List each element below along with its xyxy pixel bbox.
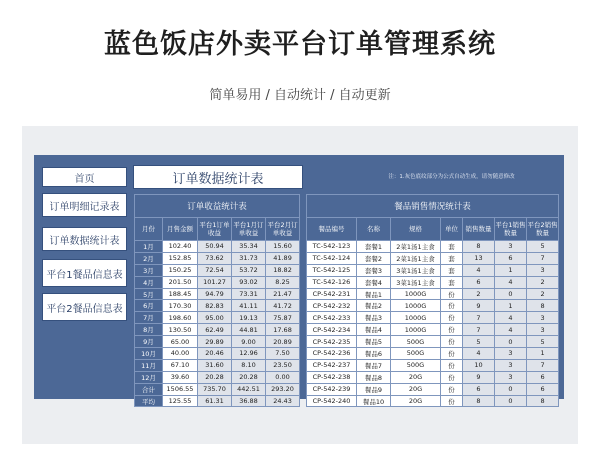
table-row (135, 252, 300, 264)
table-cell: 53.72 (232, 264, 266, 276)
table-cell: 11月 (135, 359, 163, 371)
sales-table-caption: 餐品销售情况统计表 (307, 195, 559, 218)
table-cell: 9 (463, 300, 495, 312)
table-cell: CP-542-240 (307, 395, 357, 407)
table-cell: CP-542-235 (307, 336, 357, 348)
table-row (135, 312, 300, 324)
column-header: 平台1销售数量 (495, 218, 527, 241)
table-cell: 套 (441, 241, 463, 253)
column-header: 规格 (391, 218, 441, 241)
table-cell: 9 (463, 371, 495, 383)
table-row (307, 300, 559, 312)
table-cell: 95.00 (198, 312, 232, 324)
table-row (307, 336, 559, 348)
page-title: 蓝色饭店外卖平台订单管理系统 (104, 29, 496, 60)
table-cell: 4月 (135, 276, 163, 288)
column-header: 餐品编号 (307, 218, 357, 241)
table-cell: 餐品5 (357, 336, 391, 348)
table-cell: 17.68 (266, 324, 300, 336)
table-cell: 5月 (135, 288, 163, 300)
table-cell: 20G (391, 371, 441, 383)
table-cell: 150.25 (163, 264, 198, 276)
table-cell: 份 (441, 324, 463, 336)
table-cell: 21.47 (266, 288, 300, 300)
table-cell: CP-542-237 (307, 359, 357, 371)
table-row (135, 336, 300, 348)
table-cell: 61.31 (198, 395, 232, 407)
table-cell: 套 (441, 276, 463, 288)
table-cell: 8.10 (232, 359, 266, 371)
table-cell: 10月 (135, 348, 163, 360)
table-cell: 2 (527, 276, 559, 288)
table-cell: 3 (495, 348, 527, 360)
table-cell: 1000G (391, 288, 441, 300)
table-row (307, 276, 559, 288)
table-cell: 24.43 (266, 395, 300, 407)
table-cell: 73.31 (232, 288, 266, 300)
table-cell: 500G (391, 359, 441, 371)
table-cell: 1 (495, 264, 527, 276)
table-cell: 3菜1汤1主食 (391, 264, 441, 276)
nav-platform1-menu-button[interactable]: 平台1餐品信息表 (42, 259, 127, 287)
table-cell: 9.00 (232, 336, 266, 348)
table-cell: 20G (391, 395, 441, 407)
table-cell: 4 (495, 276, 527, 288)
table-cell: 2 (463, 288, 495, 300)
table-cell: 94.79 (198, 288, 232, 300)
table-cell: 餐品6 (357, 348, 391, 360)
table-cell: 4 (463, 348, 495, 360)
table-cell: 20.46 (198, 348, 232, 360)
table-cell: 93.02 (232, 276, 266, 288)
table-cell: CP-542-238 (307, 371, 357, 383)
table-cell: 20.28 (232, 371, 266, 383)
table-row (307, 359, 559, 371)
table-cell: 餐品1 (357, 288, 391, 300)
table-row (135, 324, 300, 336)
column-header: 名称 (357, 218, 391, 241)
table-cell: 12月 (135, 371, 163, 383)
table-cell: 198.60 (163, 312, 198, 324)
table-cell: 293.20 (266, 383, 300, 395)
table-cell: 6 (527, 383, 559, 395)
table-row (135, 359, 300, 371)
table-cell: 12.96 (232, 348, 266, 360)
table-row (135, 348, 300, 360)
table-cell: 1000G (391, 312, 441, 324)
revenue-table (134, 194, 300, 407)
table-cell: 29.89 (198, 336, 232, 348)
column-header: 月售金额 (163, 218, 198, 241)
table-cell: 44.81 (232, 324, 266, 336)
table-cell: 41.89 (266, 252, 300, 264)
table-cell: 8 (463, 241, 495, 253)
table-cell: 餐品8 (357, 371, 391, 383)
table-cell: 31.60 (198, 359, 232, 371)
table-cell: 0 (495, 336, 527, 348)
table-cell: TC-542-123 (307, 241, 357, 253)
table-cell: 1506.55 (163, 383, 198, 395)
table-cell: 67.10 (163, 359, 198, 371)
table-cell: 41.72 (266, 300, 300, 312)
table-cell: 3菜1汤1主食 (391, 276, 441, 288)
table-cell: 73.62 (198, 252, 232, 264)
table-cell: 套 (441, 252, 463, 264)
table-row (307, 312, 559, 324)
table-cell: 1月 (135, 241, 163, 253)
table-cell: 39.60 (163, 371, 198, 383)
table-cell: TC-542-124 (307, 252, 357, 264)
table-cell: 3 (495, 371, 527, 383)
table-row (135, 264, 300, 276)
table-cell: 7月 (135, 312, 163, 324)
table-cell: 3 (495, 241, 527, 253)
table-row (307, 241, 559, 253)
table-cell: 餐品3 (357, 312, 391, 324)
table-cell: 20G (391, 383, 441, 395)
table-cell: 份 (441, 300, 463, 312)
table-row (135, 300, 300, 312)
table-cell: 1 (527, 348, 559, 360)
table-cell: CP-542-236 (307, 348, 357, 360)
table-cell: 6 (463, 383, 495, 395)
table-cell: 19.13 (232, 312, 266, 324)
table-row (135, 288, 300, 300)
table-cell: 套餐2 (357, 252, 391, 264)
table-cell: 13 (463, 252, 495, 264)
table-cell: 餐品4 (357, 324, 391, 336)
table-cell: 35.34 (232, 241, 266, 253)
table-cell: 500G (391, 336, 441, 348)
sheet-title: 订单数据统计表 (133, 165, 303, 189)
table-cell: 份 (441, 371, 463, 383)
table-cell: 3 (495, 359, 527, 371)
sales-table (306, 194, 559, 407)
table-cell: 9月 (135, 336, 163, 348)
table-row (135, 276, 300, 288)
table-cell: 4 (495, 312, 527, 324)
table-cell: 36.88 (232, 395, 266, 407)
table-cell: 1 (495, 300, 527, 312)
table-cell: 份 (441, 288, 463, 300)
table-cell: 5 (463, 336, 495, 348)
table-cell: 份 (441, 348, 463, 360)
table-row (135, 241, 300, 253)
table-cell: 75.87 (266, 312, 300, 324)
table-cell: CP-542-232 (307, 300, 357, 312)
table-cell: 50.94 (198, 241, 232, 253)
table-cell: 8 (527, 300, 559, 312)
table-cell: 5 (527, 241, 559, 253)
table-cell: 8 (463, 395, 495, 407)
table-cell: 7 (463, 312, 495, 324)
table-cell: 份 (441, 395, 463, 407)
table-cell: 6 (463, 276, 495, 288)
table-cell: 2菜1汤1主食 (391, 241, 441, 253)
table-cell: 442.51 (232, 383, 266, 395)
table-cell: TC-542-125 (307, 264, 357, 276)
table-cell: 152.85 (163, 252, 198, 264)
table-cell: TC-542-126 (307, 276, 357, 288)
nav-home-button[interactable]: 首页 (42, 167, 127, 187)
table-cell: 2 (527, 288, 559, 300)
revenue-table-caption: 订单收益统计表 (135, 195, 300, 218)
sheet-note: 注：1.灰色底纹部分为公式自动生成，请勿随意修改 (388, 174, 515, 180)
table-cell: 10 (463, 359, 495, 371)
table-row (307, 395, 559, 407)
table-cell: 份 (441, 383, 463, 395)
table-row (307, 371, 559, 383)
table-cell: 套餐1 (357, 241, 391, 253)
column-header: 平台1订单收益 (198, 218, 232, 241)
column-header: 单位 (441, 218, 463, 241)
table-cell: 7 (463, 324, 495, 336)
table-cell: 101.27 (198, 276, 232, 288)
table-cell: 3月 (135, 264, 163, 276)
table-cell: 0 (495, 288, 527, 300)
table-cell: 3 (527, 312, 559, 324)
table-cell: 1000G (391, 324, 441, 336)
table-cell: 8月 (135, 324, 163, 336)
table-cell: 0 (495, 383, 527, 395)
table-cell: 8 (527, 395, 559, 407)
table-row (307, 348, 559, 360)
table-cell: 0.00 (266, 371, 300, 383)
table-row (307, 288, 559, 300)
table-cell: 125.55 (163, 395, 198, 407)
table-cell: 份 (441, 312, 463, 324)
table-cell: 餐品7 (357, 359, 391, 371)
table-cell: 6月 (135, 300, 163, 312)
column-header: 平台1月订单收益 (232, 218, 266, 241)
table-cell: 188.45 (163, 288, 198, 300)
table-cell: 170.30 (163, 300, 198, 312)
table-cell: 62.49 (198, 324, 232, 336)
table-cell: 餐品9 (357, 383, 391, 395)
table-cell: 7 (527, 252, 559, 264)
table-cell: 72.54 (198, 264, 232, 276)
spreadsheet-sheet (34, 155, 564, 406)
table-row (135, 395, 300, 407)
table-cell: 500G (391, 348, 441, 360)
table-cell: 735.70 (198, 383, 232, 395)
table-cell: 3 (527, 324, 559, 336)
table-cell: 7.50 (266, 348, 300, 360)
nav-platform2-menu-button[interactable]: 平台2餐品信息表 (42, 293, 127, 321)
table-cell: CP-542-233 (307, 312, 357, 324)
table-cell: 41.11 (232, 300, 266, 312)
table-cell: 31.73 (232, 252, 266, 264)
table-cell: 0 (495, 395, 527, 407)
column-header: 平台2月订单收益 (266, 218, 300, 241)
table-cell: 套餐4 (357, 276, 391, 288)
table-cell: 6 (527, 371, 559, 383)
table-cell: 8.25 (266, 276, 300, 288)
table-row (135, 371, 300, 383)
table-cell: 平均 (135, 395, 163, 407)
table-cell: CP-542-234 (307, 324, 357, 336)
page-subtitle: 简单易用 / 自动统计 / 自动更新 (209, 88, 391, 103)
table-cell: 份 (441, 336, 463, 348)
table-cell: 5 (527, 336, 559, 348)
table-cell: 18.82 (266, 264, 300, 276)
table-row (307, 324, 559, 336)
column-header: 销售数量 (463, 218, 495, 241)
table-cell: 2菜1汤1主食 (391, 252, 441, 264)
table-cell: 20.28 (198, 371, 232, 383)
table-cell: 65.00 (163, 336, 198, 348)
table-cell: 130.50 (163, 324, 198, 336)
table-cell: 82.83 (198, 300, 232, 312)
table-row (307, 252, 559, 264)
table-cell: 2月 (135, 252, 163, 264)
table-cell: 102.40 (163, 241, 198, 253)
table-cell: 6 (495, 252, 527, 264)
table-cell: 套餐3 (357, 264, 391, 276)
table-cell: CP-542-231 (307, 288, 357, 300)
table-row (307, 264, 559, 276)
table-cell: 4 (463, 264, 495, 276)
table-cell: 套 (441, 264, 463, 276)
nav-order-stats-button[interactable]: 订单数据统计表 (42, 227, 127, 251)
nav-order-detail-button[interactable]: 订单明细记录表 (42, 193, 127, 217)
table-cell: 23.50 (266, 359, 300, 371)
table-cell: 餐品10 (357, 395, 391, 407)
table-cell: 20.89 (266, 336, 300, 348)
table-cell: 份 (441, 359, 463, 371)
table-cell: 合计 (135, 383, 163, 395)
table-row (135, 383, 300, 395)
column-header: 平台2销售数量 (527, 218, 559, 241)
column-header: 月份 (135, 218, 163, 241)
table-cell: 餐品2 (357, 300, 391, 312)
table-cell: 1000G (391, 300, 441, 312)
table-row (307, 383, 559, 395)
table-cell: 3 (527, 264, 559, 276)
table-cell: 40.00 (163, 348, 198, 360)
table-cell: CP-542-239 (307, 383, 357, 395)
table-cell: 4 (495, 324, 527, 336)
table-cell: 201.50 (163, 276, 198, 288)
table-cell: 7 (527, 359, 559, 371)
table-cell: 15.60 (266, 241, 300, 253)
